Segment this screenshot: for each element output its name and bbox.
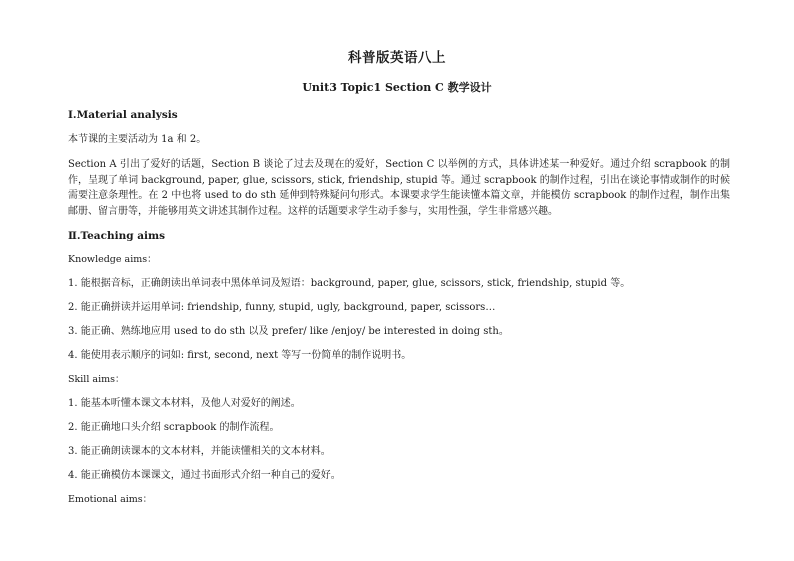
emotional-aims-label: Emotional aims： <box>68 494 153 505</box>
material-paragraph: Section A 引出了爱好的话题，Section B 谈论了过去及现在的爱好，Section C 以举例的方式，具体讲述某一种爱好。通过介绍 scrapbook 的制作，呈现了单词 background, paper, glue, scissors, stick, friendship, stupid 等。通过 scrapbook 的制作过程，引出在谈论事情或制作的时候需要注意条理性。在 2 中也将 used to do sth 延伸到特殊疑问句形式。本课要求学生能读懂本篇文章，并能模仿 scrapbook 的制作过程，制作出集邮册、留言册等，并能够用英文讲述其制作过程。这样的话题要求学生动手参与，实用性强，学生非常感兴趣。 <box>68 159 730 217</box>
knowledge-item: 2. 能正确拼读并运用单词: friendship, funny, stupid, ugly, background, paper, scissors… <box>68 302 496 313</box>
knowledge-item: 3. 能正确、熟练地应用 used to do sth 以及 prefer/ like /enjoy/ be interested in doing sth。 <box>68 326 509 337</box>
skill-item: 1. 能基本听懂本课文本材料，及他人对爱好的阐述。 <box>68 398 301 409</box>
document-subtitle: Unit3 Topic1 Section C 教学设计 <box>302 81 492 94</box>
material-intro: 本节课的主要活动为 1a 和 2。 <box>68 134 207 145</box>
skill-item: 2. 能正确地口头介绍 scrapbook 的制作流程。 <box>68 422 280 433</box>
skill-item: 4. 能正确模仿本课课文，通过书面形式介绍一种自己的爱好。 <box>68 470 341 481</box>
section-heading-teaching-aims: Ⅱ.Teaching aims <box>68 230 166 242</box>
skill-aims-label: Skill aims： <box>68 374 125 385</box>
document-title: 科普版英语八上 <box>348 50 446 66</box>
skill-item: 3. 能正确朗读课本的文本材料，并能读懂相关的文本材料。 <box>68 446 331 457</box>
knowledge-item: 1. 能根据音标，正确朗读出单词表中黑体单词及短语：background, paper, glue, scissors, stick, friendship, stupid 等。 <box>68 278 631 289</box>
knowledge-item: 4. 能使用表示顺序的词如: first, second, next 等写一份简单的制作说明书。 <box>68 350 412 361</box>
section-heading-material-analysis: Ⅰ.Material analysis <box>68 109 178 121</box>
knowledge-aims-label: Knowledge aims： <box>68 254 157 265</box>
